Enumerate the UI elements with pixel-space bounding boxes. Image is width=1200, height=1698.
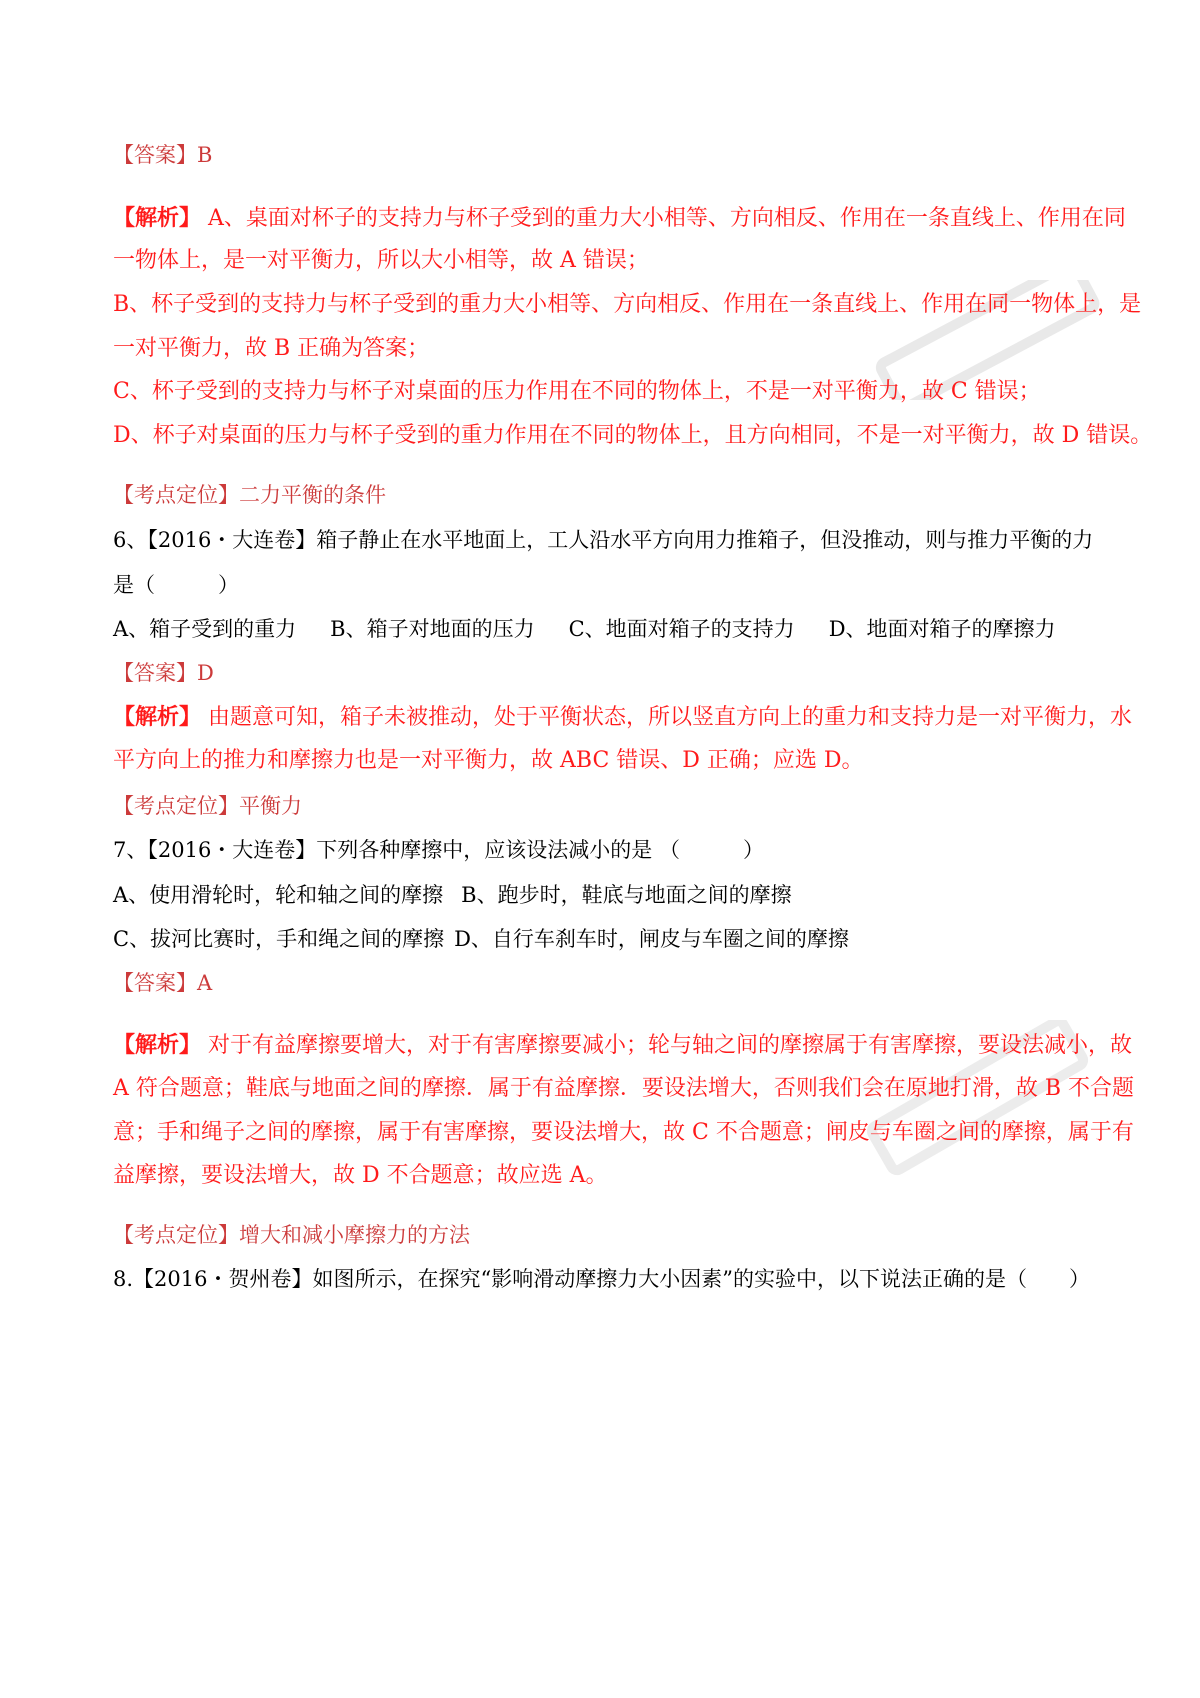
kaodian-value: 二力平衡的条件 (239, 483, 386, 507)
q5-analysis-line-4 (113, 334, 429, 364)
q6-options (113, 614, 1056, 644)
q7-options-line-2 (113, 924, 849, 954)
option-d: D、自行车刹车时，闸皮与车圈之间的摩擦 (454, 927, 849, 951)
option-d: D、地面对箱子的摩擦力 (828, 617, 1056, 641)
q5-analysis-line-5 (113, 377, 1041, 407)
q6-answer (113, 658, 214, 688)
kaodian-value: 增大和减小摩擦力的方法 (239, 1223, 470, 1247)
analysis-text: 意；手和绳子之间的摩擦，属于有害摩擦，要设法增大，故 C 不合题意；闸皮与车圈之间的摩擦，属于有 (113, 1120, 1134, 1145)
option-c: C、地面对箱子的支持力 (568, 617, 795, 641)
analysis-label: 【解析】 (113, 1032, 202, 1058)
answer-label: 【答案】 (113, 143, 197, 167)
analysis-text: B、杯子受到的支持力与杯子受到的重力大小相等、方向相反、作用在一条直线上、作用在同一物体上，是 (113, 292, 1142, 317)
kaodian-label: 【考点定位】 (113, 1223, 239, 1247)
q7-answer (113, 968, 212, 998)
analysis-text: 由题意可知，箱子未被推动，处于平衡状态，所以竖直方向上的重力和支持力是一对平衡力，水 (208, 705, 1133, 730)
answer-value: A (197, 971, 213, 995)
answer-value: B (197, 143, 213, 167)
q7-analysis-line-2 (113, 1074, 1134, 1104)
kaodian-label: 【考点定位】 (113, 483, 239, 507)
option-b: B、箱子对地面的压力 (330, 617, 535, 641)
question-stem: 6、【2016・大连卷】箱子静止在水平地面上，工人沿水平方向用力推箱子，但没推动，则与推力平衡的力 (113, 528, 1094, 552)
q7-analysis-line-1 (113, 1030, 1132, 1061)
q5-analysis-line-3 (113, 290, 1141, 320)
analysis-text: 益摩擦，要设法增大，故 D 不合题意；故应选 A。 (113, 1163, 608, 1188)
question-stem: 是（ ） (113, 573, 239, 597)
analysis-label: 【解析】 (113, 205, 202, 231)
q5-analysis-line-2 (113, 246, 649, 276)
q5-kaodian (113, 480, 386, 510)
analysis-text: 一物体上，是一对平衡力，所以大小相等，故 A 错误； (113, 248, 649, 273)
analysis-text: A 符合题意；鞋底与地面之间的摩擦．属于有益摩擦．要设法增大，否则我们会在原地打滑，故 B 不合题 (113, 1076, 1135, 1101)
q7-options-line-1 (113, 880, 792, 910)
q6-stem-line-2 (113, 570, 239, 600)
q5-analysis-line-1 (113, 203, 1126, 234)
analysis-text: A、桌面对杯子的支持力与杯子受到的重力大小相等、方向相反、作用在一条直线上、作用在同 (208, 206, 1126, 231)
q7-stem (113, 835, 764, 865)
q6-kaodian (113, 791, 302, 821)
analysis-text: C、杯子受到的支持力与杯子对桌面的压力作用在不同的物体上，不是一对平衡力，故 C 错误； (113, 379, 1041, 404)
answer-value: D (197, 661, 214, 685)
analysis-text: 对于有益摩擦要增大，对于有害摩擦要减小；轮与轴之间的摩擦属于有害摩擦，要设法减小，故 (208, 1033, 1133, 1058)
q6-analysis-line-2 (113, 746, 864, 776)
q5-answer (113, 140, 212, 170)
q8-stem (113, 1264, 1090, 1294)
q6-analysis-line-1 (113, 702, 1132, 733)
q5-analysis-line-6 (113, 421, 1152, 451)
q6-stem-line-1 (113, 525, 1093, 555)
question-stem: 7、【2016・大连卷】下列各种摩擦中，应该设法减小的是 （ ） (113, 838, 764, 862)
kaodian-value: 平衡力 (239, 794, 302, 818)
option-b: B、跑步时，鞋底与地面之间的摩擦 (461, 883, 792, 907)
analysis-text: 平方向上的推力和摩擦力也是一对平衡力，故 ABC 错误、D 正确；应选 D。 (113, 748, 864, 773)
question-stem: 8.【2016・贺州卷】如图所示，在探究“影响滑动摩擦力大小因素”的实验中，以下说法正确的是（ ） (113, 1267, 1090, 1291)
q7-analysis-line-4 (113, 1161, 608, 1191)
option-a: A、箱子受到的重力 (113, 617, 297, 641)
answer-label: 【答案】 (113, 661, 197, 685)
option-a: A、使用滑轮时，轮和轴之间的摩擦 (113, 883, 444, 907)
kaodian-label: 【考点定位】 (113, 794, 239, 818)
answer-label: 【答案】 (113, 971, 197, 995)
q7-kaodian (113, 1220, 470, 1250)
analysis-text: 一对平衡力，故 B 正确为答案； (113, 336, 430, 361)
analysis-label: 【解析】 (113, 704, 202, 730)
analysis-text: D、杯子对桌面的压力与杯子受到的重力作用在不同的物体上，且方向相同，不是一对平衡力，故 D 错误。 (113, 423, 1153, 448)
q7-analysis-line-3 (113, 1118, 1134, 1148)
option-c: C、拔河比赛时，手和绳之间的摩擦 (113, 927, 445, 951)
